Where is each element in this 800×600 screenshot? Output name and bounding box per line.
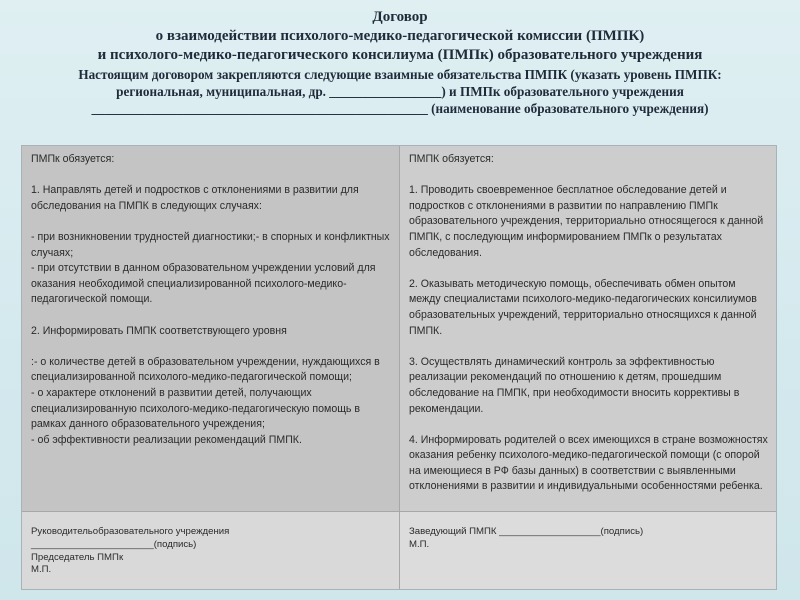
intro-line-1: Настоящим договором закрепляются следующие взаимные обязательства ПМПК (указать уровень ПМПК: bbox=[78, 67, 722, 82]
left-heading: ПМПк обязуется: bbox=[31, 153, 115, 165]
left-item-6: - о характере отклонений в развитии детей, получающих специализированную психолого-медико-педагогическую помощь в рамках данного образовательного учреждения; bbox=[31, 386, 361, 431]
title-line-3: и психолого-медико-педагогического консилиума (ПМПк) образовательного учреждения bbox=[97, 47, 703, 63]
left-item-3: - при отсутствии в данном образовательном учреждении условий для оказания необходимой специализированной психолого-медико-педагогической помощи. bbox=[31, 262, 376, 306]
left-item-1: 1. Направлять детей и подростков с отклонениями в развитии для обследования на ПМПК в следующих случаях: bbox=[31, 184, 359, 212]
document-header bbox=[8, 8, 792, 117]
intro-line-2: региональная, муниципальная, др. _________________) и ПМПк образовательного учреждения bbox=[116, 84, 684, 99]
right-item-4: 4. Информировать родителей о всех имеющихся в стране возможностях оказания ребенку психолого-медико-педагогической помощи (с опорой на имеющиеся в РФ базы данных) в соответствии с выявленными отклонениями в развитии и индивидуальными особенностями ребенка. bbox=[409, 433, 768, 493]
document-title: Договор bbox=[372, 9, 428, 25]
left-item-5: :- о количестве детей в образовательном учреждении, нуждающихся в специализированной психолого-медико-педагогической помощи; bbox=[31, 355, 380, 384]
left-signature-line-4: М.П. bbox=[31, 564, 52, 576]
left-item-4: 2. Информировать ПМПК соответствующего уровня bbox=[31, 324, 287, 337]
intro-line-3: ___________________________________________________ (наименование образовательного учреждения) bbox=[91, 101, 709, 116]
title-line-2: о взаимодействии психолого-медико-педагогической комиссии (ПМПК) bbox=[155, 28, 645, 44]
right-item-1: 1. Проводить своевременное бесплатное обследование детей и подростков с отклонениями в развитии по направлению ПМПк образовательного учреждения, территориально относящегося к данной ПМПК, с последующим информированием ПМПк о результатах обследования. bbox=[409, 184, 764, 259]
right-heading: ПМПК обязуется: bbox=[409, 153, 494, 165]
obligations-table bbox=[21, 145, 777, 590]
right-signature-line-1: Заведующий ПМПК ___________________(подпись) bbox=[409, 526, 644, 537]
left-signature-cell bbox=[22, 512, 400, 589]
pmpk-commission-obligations-cell bbox=[400, 146, 776, 512]
pmpk-small-obligations-cell bbox=[22, 146, 400, 512]
right-signature-cell bbox=[400, 512, 776, 589]
right-signature-line-2: М.П. bbox=[409, 538, 430, 550]
left-item-2: - при возникновении трудностей диагностики;- в спорных и конфликтных случаях; bbox=[31, 230, 390, 259]
left-signature-line-1: Руководительобразовательного учреждения bbox=[31, 526, 230, 537]
left-item-7: - об эффективности реализации рекомендаций ПМПК. bbox=[31, 433, 302, 446]
left-signature-line-3: Председатель ПМПк bbox=[31, 551, 124, 563]
right-item-2: 2. Оказывать методическую помощь, обеспечивать обмен опытом между специалистами психолого-медико-педагогических консилиумов образовательных учреждений, территориально относящихся к данной ПМПК. bbox=[409, 277, 757, 337]
left-signature-line-2: _______________________(подпись) bbox=[31, 538, 197, 550]
right-item-3: 3. Осуществлять динамический контроль за эффективностью реализации рекомендаций по отношению к детям, прошедшим обследование на ПМПК, при необходимости вносить коррективы в рекомендации. bbox=[409, 355, 740, 415]
